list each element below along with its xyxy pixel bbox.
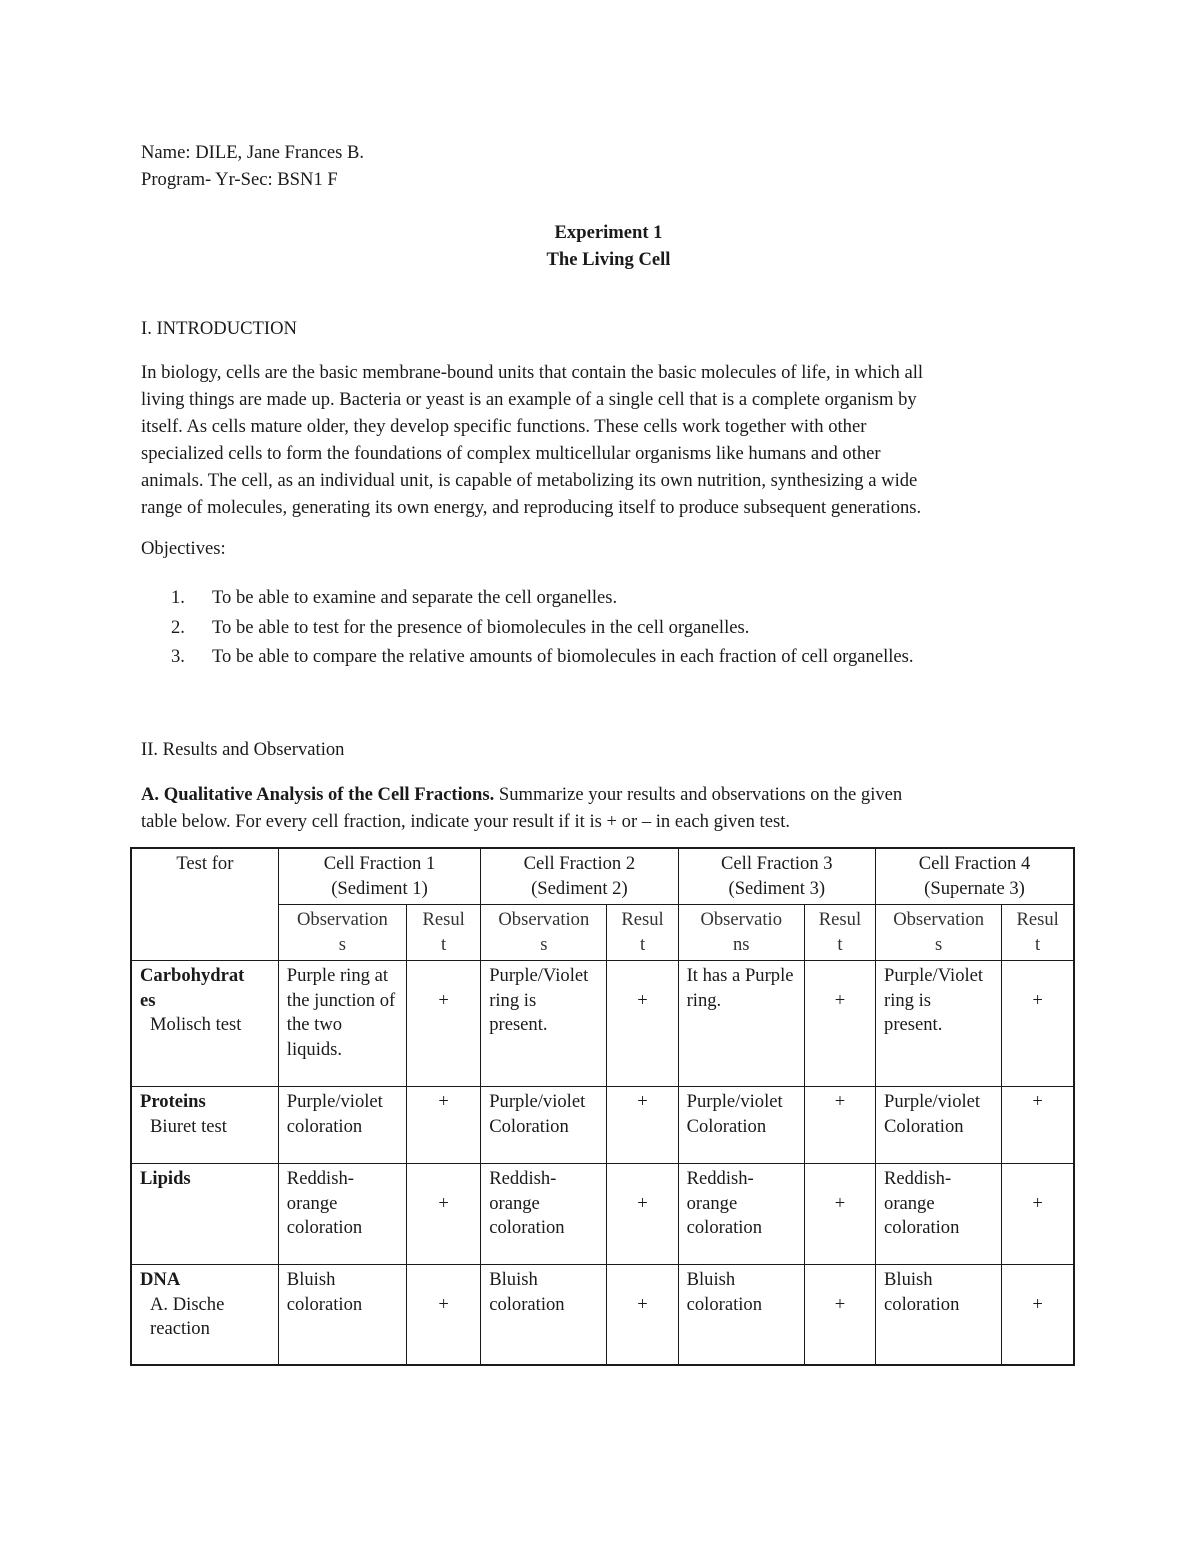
intro-line: range of molecules, generating its own energy, and reproducing itself to produce subsequent generations.	[141, 497, 922, 518]
test-for-header: Test for	[131, 848, 278, 961]
table-row	[131, 961, 1074, 1087]
introduction-paragraph	[141, 359, 1053, 521]
observation-cell: Reddish-orange coloration	[278, 1164, 406, 1265]
observation-cell: Bluish coloration	[678, 1265, 804, 1365]
observation-cell: Reddish-orange coloration	[481, 1164, 607, 1265]
part-a-instructions: A. Qualitative Analysis of the Cell Fractions. Summarize your results and observations on the given table below. For every cell fraction, indicate your result if it is + or – in each given test.	[141, 784, 903, 832]
test-name-cell: Proteins Biuret test	[131, 1087, 278, 1164]
result-cell: +	[804, 1164, 875, 1265]
student-name: Name: DILE, Jane Frances B.	[141, 142, 365, 163]
result-cell: +	[407, 1164, 481, 1265]
intro-line: living things are made up. Bacteria or yeast is an example of a single cell that is a complete organism by	[141, 389, 917, 410]
results-table	[130, 847, 1075, 1366]
program-year-section: Program- Yr-Sec: BSN1 F	[141, 169, 338, 190]
test-name-cell: Carbohydrat es Molisch test	[131, 961, 278, 1087]
observation-cell: Purple/violet coloration	[278, 1087, 406, 1164]
observation-cell: Bluish coloration	[278, 1265, 406, 1365]
result-cell: +	[607, 1087, 678, 1164]
observation-cell: It has a Purple ring.	[678, 961, 804, 1087]
experiment-number: Experiment 1	[554, 222, 663, 243]
observation-cell: Purple/violet Coloration	[876, 1087, 1002, 1164]
observation-cell: Purple ring at the junction of the two liquids.	[278, 961, 406, 1087]
observation-cell: Purple/Violet ring is present.	[481, 961, 607, 1087]
objective-item: 2. To be able to test for the presence of biomolecules in the cell organelles.	[171, 616, 750, 638]
intro-line: animals. The cell, as an individual unit, is capable of metabolizing its own nutrition, synthesizing a wide	[141, 470, 918, 491]
fraction-header: Cell Fraction 2 (Sediment 2)	[481, 848, 678, 905]
intro-line: In biology, cells are the basic membrane-bound units that contain the basic molecules of life, in which all	[141, 362, 924, 383]
fraction-header: Cell Fraction 4 (Supernate 3)	[876, 848, 1074, 905]
observation-cell: Purple/Violet ring is present.	[876, 961, 1002, 1087]
objective-item: 3. To be able to compare the relative amounts of biomolecules in each fraction of cell organelles.	[171, 646, 914, 667]
result-cell: +	[1002, 1087, 1074, 1164]
observation-cell: Bluish coloration	[481, 1265, 607, 1365]
test-name-cell: DNA A. Dische reaction	[131, 1265, 278, 1365]
observations-header: Observatio ns	[678, 905, 804, 961]
table-row	[131, 1164, 1074, 1265]
experiment-title: The Living Cell	[546, 249, 671, 270]
result-cell: +	[607, 1265, 678, 1365]
observation-cell: Purple/violet Coloration	[481, 1087, 607, 1164]
observations-header: Observation s	[876, 905, 1002, 961]
result-cell: +	[407, 1265, 481, 1365]
observations-header: Observation s	[278, 905, 406, 961]
result-cell: +	[1002, 1265, 1074, 1365]
result-cell: +	[407, 1087, 481, 1164]
test-name-cell: Lipids	[131, 1164, 278, 1265]
observation-cell: Purple/violet Coloration	[678, 1087, 804, 1164]
observation-cell: Reddish-orange coloration	[678, 1164, 804, 1265]
intro-line: specialized cells to form the foundations of complex multicellular organisms like humans and other	[141, 443, 881, 464]
objective-item: 1. To be able to examine and separate the cell organelles.	[171, 587, 618, 608]
result-header: Resul t	[407, 905, 481, 961]
result-cell: +	[1002, 1164, 1074, 1265]
objectives-label: Objectives:	[141, 538, 226, 559]
results-heading: II. Results and Observation	[141, 739, 345, 760]
result-cell: +	[407, 961, 481, 1087]
observations-header: Observation s	[481, 905, 607, 961]
result-cell: +	[607, 1164, 678, 1265]
result-cell: +	[804, 961, 875, 1087]
fraction-header: Cell Fraction 3 (Sediment 3)	[678, 848, 875, 905]
introduction-heading: I. INTRODUCTION	[141, 318, 297, 339]
table-row	[131, 1087, 1074, 1164]
result-cell: +	[804, 1087, 875, 1164]
result-cell: +	[1002, 961, 1074, 1087]
part-a-title: A. Qualitative Analysis of the Cell Fractions.	[141, 784, 495, 805]
intro-line: itself. As cells mature older, they develop specific functions. These cells work together with other	[141, 416, 867, 437]
result-cell: +	[607, 961, 678, 1087]
observation-cell: Reddish-orange coloration	[876, 1164, 1002, 1265]
result-cell: +	[804, 1265, 875, 1365]
result-header: Resul t	[1002, 905, 1074, 961]
fraction-header: Cell Fraction 1 (Sediment 1)	[278, 848, 480, 905]
observation-cell: Bluish coloration	[876, 1265, 1002, 1365]
result-header: Resul t	[804, 905, 875, 961]
table-row	[131, 1265, 1074, 1365]
objectives-list	[171, 586, 914, 675]
result-header: Resul t	[607, 905, 678, 961]
